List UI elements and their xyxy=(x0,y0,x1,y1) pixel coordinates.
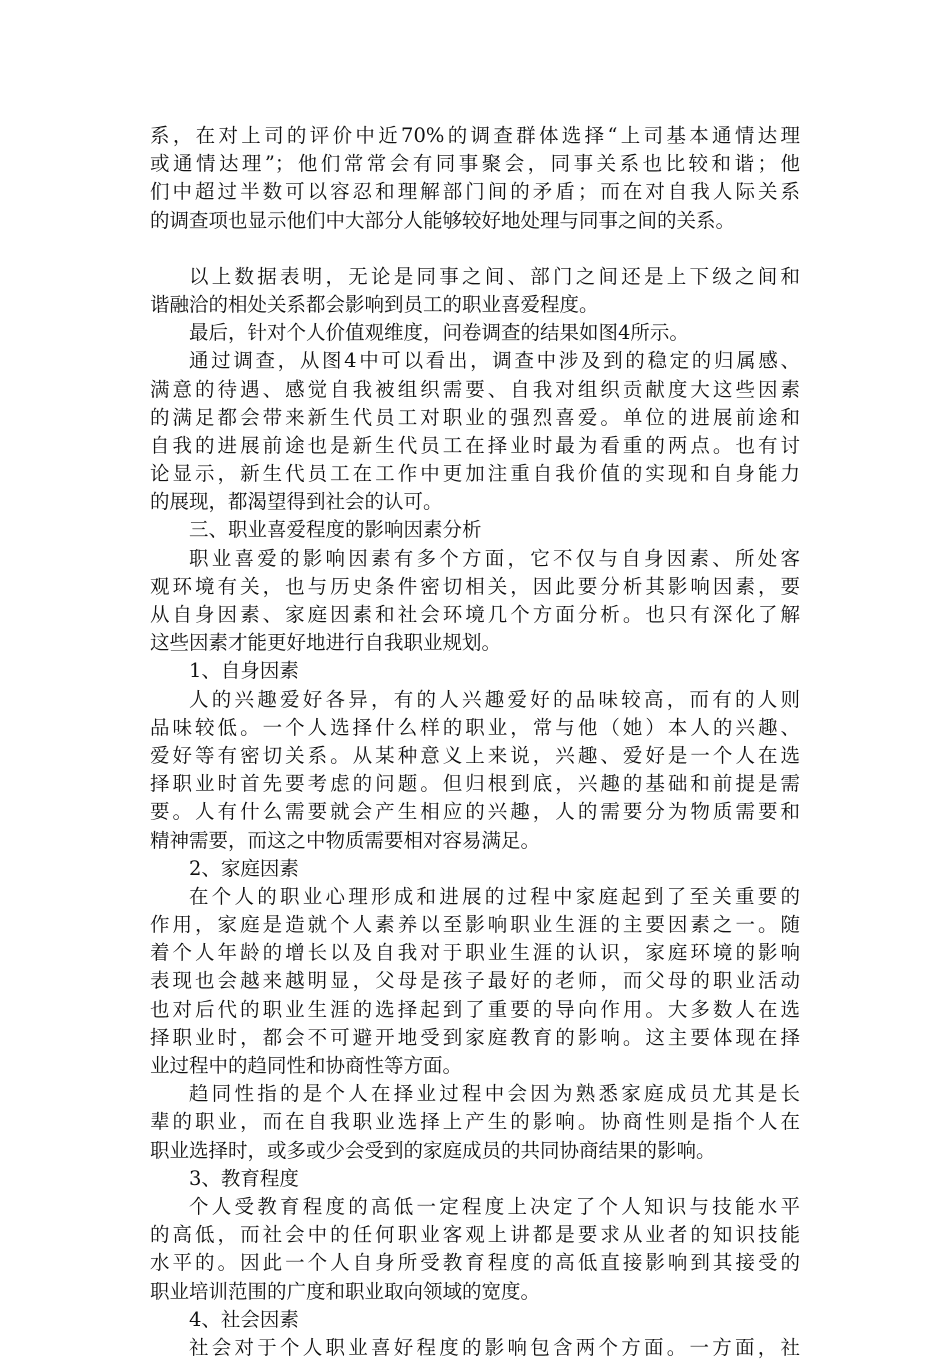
subsection-heading: 3、教育程度 xyxy=(189,1166,299,1190)
text-line: 也对后代的职业生涯的选择起到了重要的导向作用。大多数人在选 xyxy=(150,997,800,1021)
text-line: 职业喜爱的影响因素有多个方面，它不仅与自身因素、所处客 xyxy=(189,546,800,570)
text-line: 个人受教育程度的高低一定程度上决定了个人知识与技能水平 xyxy=(189,1194,800,1218)
text-line: 精神需要，而这之中物质需要相对容易满足。 xyxy=(150,828,541,852)
text-line: 着个人年龄的增长以及自我对于职业生涯的认识，家庭环境的影响 xyxy=(150,941,800,965)
text-line: 系，在对上司的评价中近70%的调查群体选择“上司基本通情达理 xyxy=(150,124,800,147)
paragraph-gap xyxy=(150,235,800,263)
text-line: 从自身因素、家庭因素和社会环境几个方面分析。也只有深化了解 xyxy=(150,603,800,626)
text-line: 职业培训范围的广度和职业取向领域的宽度。 xyxy=(150,1279,541,1303)
text-line: 这些因素才能更好地进行自我职业规划。 xyxy=(150,631,502,655)
text-line: 水平的。因此一个人自身所受教育程度的高低直接影响到其接受的 xyxy=(150,1251,800,1275)
text-line: 的高低，而社会中的任何职业客观上讲都是要求从业者的知识技能 xyxy=(150,1223,800,1247)
text-line: 职业选择时，或多或少会受到的家庭成员的共同协商结果的影响。 xyxy=(150,1138,716,1162)
text-line: 社会对于个人职业喜好程度的影响包含两个方面。一方面，社 xyxy=(189,1335,800,1359)
text-line: 辈的职业，而在自我职业选择上产生的影响。协商性则是指个人在 xyxy=(150,1110,800,1134)
text-line: 自我的进展前途也是新生代员工在择业时最为看重的两点。也有讨 xyxy=(150,433,800,457)
text-line: 满意的待遇、感觉自我被组织需要、自我对组织贡献度大这些因素 xyxy=(150,377,800,401)
text-line: 品味较低。一个人选择什么样的职业，常与他（她）本人的兴趣、 xyxy=(150,715,800,739)
text-line: 最后，针对个人价值观维度，问卷调查的结果如图4所示。 xyxy=(189,321,689,345)
text-line: 在个人的职业心理形成和进展的过程中家庭起到了至关重要的 xyxy=(189,884,800,908)
subsection-heading: 4、社会因素 xyxy=(189,1307,299,1331)
text-line: 们中超过半数可以容忍和理解部门间的矛盾；而在对自我人际关系 xyxy=(150,180,800,204)
text-line: 择职业时，都会不可避开地受到家庭教育的影响。这主要体现在择 xyxy=(150,1025,800,1049)
text-line: 人的兴趣爱好各异，有的人兴趣爱好的品味较高，而有的人则 xyxy=(189,687,800,711)
subsection-heading: 1、自身因素 xyxy=(189,659,299,683)
text-line: 的展现，都渴望得到社会的认可。 xyxy=(150,490,443,514)
text-line: 趋同性指的是个人在择业过程中会因为熟悉家庭成员尤其是长 xyxy=(189,1082,800,1106)
text-line: 要。人有什么需要就会产生相应的兴趣，人的需要分为物质需要和 xyxy=(150,800,800,824)
text-line: 观环境有关，也与历史条件密切相关，因此要分析其影响因素，要 xyxy=(150,574,800,598)
text-line: 的满足都会带来新生代员工对职业的强烈喜爱。单位的进展前途和 xyxy=(150,405,800,429)
text-line: 作用，家庭是造就个人素养以至影响职业生涯的主要因素之一。随 xyxy=(150,913,800,937)
text-line: 或通情达理”；他们常常会有同事聚会，同事关系也比较和谐；他 xyxy=(150,152,800,176)
text-line: 论显示，新生代员工在工作中更加注重自我价值的实现和自身能力 xyxy=(150,462,800,486)
section-heading: 三、职业喜爱程度的影响因素分析 xyxy=(189,518,482,542)
text-line: 择职业时首先要考虑的问题。但归根到底，兴趣的基础和前提是需 xyxy=(150,772,800,796)
text-line: 表现也会越来越明显，父母是孩子最好的老师，而父母的职业活动 xyxy=(150,969,800,993)
body-text xyxy=(150,122,800,1362)
text-line: 谐融洽的相处关系都会影响到员工的职业喜爱程度。 xyxy=(150,292,599,316)
text-line: 爱好等有密切关系。从某种意义上来说，兴趣、爱好是一个人在选 xyxy=(150,743,800,767)
text-line: 的调查项也显示他们中大部分人能够较好地处理与同事之间的关系。 xyxy=(150,208,736,232)
subsection-heading: 2、家庭因素 xyxy=(189,856,299,880)
text-line: 以上数据表明，无论是同事之间、部门之间还是上下级之间和 xyxy=(189,264,800,288)
text-line: 通过调查，从图4中可以看出，调查中涉及到的稳定的归属感、 xyxy=(189,349,800,373)
text-line: 业过程中的趋同性和协商性等方面。 xyxy=(150,1054,463,1077)
